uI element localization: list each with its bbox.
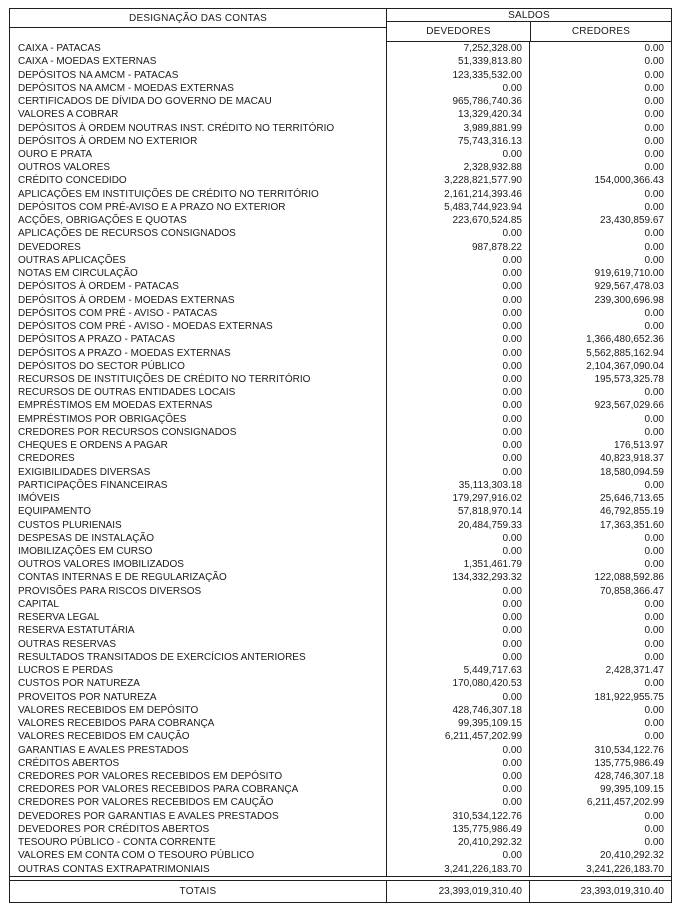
credores-value: 919,619,710.00 — [529, 267, 671, 280]
account-name: DEPÓSITOS A PRAZO - PATACAS — [18, 334, 176, 346]
devedores-value: 0.00 — [386, 293, 529, 306]
credores-value: 0.00 — [529, 201, 671, 214]
credores-value: 25,646,713.65 — [529, 492, 671, 505]
devedores-value: 0.00 — [386, 783, 529, 796]
account-name: RECURSOS DE INSTITUIÇÕES DE CRÉDITO NO TERRITÓRIO — [18, 373, 311, 385]
account-name: OUTROS VALORES IMOBILIZADOS — [18, 559, 184, 571]
credores-value: 0.00 — [529, 307, 671, 320]
devedores-value: 0.00 — [386, 267, 529, 280]
credores-value: 5,562,885,162.94 — [529, 346, 671, 359]
devedores-value: 0.00 — [386, 651, 529, 664]
table-row — [10, 95, 671, 108]
table-row — [10, 466, 671, 479]
credores-value: 195,573,325.78 — [529, 373, 671, 386]
credores-value: 0.00 — [529, 426, 671, 439]
table-row — [10, 386, 671, 399]
account-name: DEPÓSITOS À ORDEM NOUTRAS INST. CRÉDITO NO TERRITÓRIO — [18, 122, 335, 134]
account-name: CAPITAL — [18, 598, 59, 610]
account-name: CAIXA - MOEDAS EXTERNAS — [18, 56, 157, 68]
devedores-value: 223,670,524.85 — [386, 214, 529, 227]
devedores-value: 3,989,881.99 — [386, 121, 529, 134]
account-name: IMOBILIZAÇÕES EM CURSO — [18, 546, 153, 558]
table-row — [10, 796, 671, 809]
credores-value: 428,746,307.18 — [529, 770, 671, 783]
account-name: DEPÓSITOS NA AMCM - PATACAS — [18, 69, 179, 81]
devedores-value: 0.00 — [386, 585, 529, 598]
credores-value: 0.00 — [529, 545, 671, 558]
credores-value: 0.00 — [529, 121, 671, 134]
account-name: PROVEITOS POR NATUREZA — [18, 691, 157, 703]
credores-value: 2,428,371.47 — [529, 664, 671, 677]
credores-value: 1,366,480,652.36 — [529, 333, 671, 346]
devedores-value: 0.00 — [386, 770, 529, 783]
devedores-value: 51,339,813.80 — [386, 55, 529, 68]
credores-value: 0.00 — [529, 624, 671, 637]
devedores-value: 0.00 — [386, 452, 529, 465]
credores-value: 154,000,366.43 — [529, 174, 671, 187]
account-name: CREDORES — [18, 453, 75, 465]
devedores-value: 965,786,740.36 — [386, 95, 529, 108]
table-row — [10, 558, 671, 571]
credores-value: 17,363,351.60 — [529, 518, 671, 531]
devedores-value: 0.00 — [386, 346, 529, 359]
account-name: VALORES A COBRAR — [18, 109, 119, 121]
devedores-value: 0.00 — [386, 386, 529, 399]
totals-credores: 23,393,019,310.40 — [529, 881, 671, 902]
devedores-value: 0.00 — [386, 757, 529, 770]
table-row — [10, 479, 671, 492]
account-name: DEPÓSITOS À ORDEM - MOEDAS EXTERNAS — [18, 294, 235, 306]
devedores-value: 0.00 — [386, 413, 529, 426]
table-header — [10, 9, 671, 42]
credores-value: 0.00 — [529, 730, 671, 743]
account-name: VALORES RECEBIDOS PARA COBRANÇA — [18, 718, 215, 730]
account-name: RECURSOS DE OUTRAS ENTIDADES LOCAIS — [18, 387, 236, 399]
credores-value: 0.00 — [529, 161, 671, 174]
devedores-value: 0.00 — [386, 796, 529, 809]
table-row — [10, 611, 671, 624]
credores-value: 0.00 — [529, 82, 671, 95]
table-row — [10, 849, 671, 862]
devedores-value: 57,818,970.14 — [386, 505, 529, 518]
table-row — [10, 651, 671, 664]
account-name: EXIGIBILIDADES DIVERSAS — [18, 466, 151, 478]
table-row — [10, 399, 671, 412]
account-name: CHEQUES E ORDENS A PAGAR — [18, 440, 168, 452]
credores-value: 2,104,367,090.04 — [529, 360, 671, 373]
devedores-value: 135,775,986.49 — [386, 823, 529, 836]
accounts-table — [9, 8, 672, 903]
account-name: CUSTOS PLURIENAIS — [18, 519, 122, 531]
credores-value: 70,858,366.47 — [529, 585, 671, 598]
credores-value: 0.00 — [529, 227, 671, 240]
devedores-value: 20,410,292.32 — [386, 836, 529, 849]
credores-value: 310,534,122.76 — [529, 743, 671, 756]
devedores-value: 0.00 — [386, 743, 529, 756]
account-name: DEPÓSITOS COM PRÉ - AVISO - PATACAS — [18, 307, 218, 319]
devedores-value: 13,329,420.34 — [386, 108, 529, 121]
credores-value: 46,792,855.19 — [529, 505, 671, 518]
account-name: DEPÓSITOS DO SECTOR PÚBLICO — [18, 360, 185, 372]
devedores-value: 170,080,420.53 — [386, 677, 529, 690]
devedores-value: 2,161,214,393.46 — [386, 188, 529, 201]
account-name: DEVEDORES POR GARANTIAS E AVALES PRESTADOS — [18, 810, 279, 822]
devedores-value: 20,484,759.33 — [386, 518, 529, 531]
account-name: CONTAS INTERNAS E DE REGULARIZAÇÃO — [18, 572, 227, 584]
table-row — [10, 571, 671, 584]
credores-value: 0.00 — [529, 810, 671, 823]
credores-value: 99,395,109.15 — [529, 783, 671, 796]
table-row — [10, 743, 671, 756]
devedores-value: 0.00 — [386, 439, 529, 452]
table-row — [10, 148, 671, 161]
table-row — [10, 452, 671, 465]
devedores-value: 0.00 — [386, 360, 529, 373]
account-name: CREDORES POR VALORES RECEBIDOS EM CAUÇÃO — [18, 797, 274, 809]
table-row — [10, 267, 671, 280]
devedores-value: 0.00 — [386, 227, 529, 240]
saldos-subheaders — [387, 22, 671, 42]
credores-value: 0.00 — [529, 55, 671, 68]
credores-value: 20,410,292.32 — [529, 849, 671, 862]
devedores-value: 0.00 — [386, 426, 529, 439]
devedores-value: 35,113,303.18 — [386, 479, 529, 492]
totals-devedores: 23,393,019,310.40 — [386, 881, 529, 902]
credores-value: 0.00 — [529, 148, 671, 161]
table-row — [10, 135, 671, 148]
devedores-value: 0.00 — [386, 307, 529, 320]
table-row — [10, 439, 671, 452]
account-name: CUSTOS POR NATUREZA — [18, 678, 140, 690]
table-row — [10, 280, 671, 293]
account-name: GARANTIAS E AVALES PRESTADOS — [18, 744, 189, 756]
table-row — [10, 241, 671, 254]
devedores-value: 0.00 — [386, 598, 529, 611]
account-name: CREDORES POR VALORES RECEBIDOS EM DEPÓSITO — [18, 771, 283, 782]
credores-value: 122,088,592.86 — [529, 571, 671, 584]
devedores-value: 134,332,293.32 — [386, 571, 529, 584]
table-row — [10, 360, 671, 373]
account-name: DEPÓSITOS COM PRÉ-AVISO E A PRAZO NO EXTERIOR — [18, 201, 286, 213]
devedores-value: 1,351,461.79 — [386, 558, 529, 571]
credores-value: 0.00 — [529, 638, 671, 651]
devedores-value: 0.00 — [386, 690, 529, 703]
credores-value: 0.00 — [529, 68, 671, 81]
devedores-value: 0.00 — [386, 466, 529, 479]
table-row — [10, 598, 671, 611]
account-name: DESPESAS DE INSTALAÇÃO — [18, 532, 154, 544]
credores-value: 0.00 — [529, 651, 671, 664]
devedores-value: 7,252,328.00 — [386, 42, 529, 55]
account-name: ACÇÕES, OBRIGAÇÕES E QUOTAS — [18, 215, 187, 227]
devedores-value: 0.00 — [386, 373, 529, 386]
account-name: CREDORES POR RECURSOS CONSIGNADOS — [18, 426, 237, 438]
account-name: DEPÓSITOS A PRAZO - MOEDAS EXTERNAS — [18, 347, 231, 359]
table-row — [10, 320, 671, 333]
credores-value: 0.00 — [529, 135, 671, 148]
column-header-designacao: DESIGNAÇÃO DAS CONTAS — [10, 9, 386, 28]
header-designacao-column — [10, 9, 386, 42]
account-name: OUTRAS RESERVAS — [18, 638, 116, 650]
column-header-saldos: SALDOS — [387, 9, 671, 22]
account-name: VALORES EM CONTA COM O TESOURO PÚBLICO — [18, 850, 255, 862]
devedores-value: 0.00 — [386, 280, 529, 293]
account-name: CERTIFICADOS DE DÍVIDA DO GOVERNO DE MACAU — [18, 96, 272, 108]
devedores-value: 0.00 — [386, 333, 529, 346]
account-name: RESULTADOS TRANSITADOS DE EXERCÍCIOS ANTERIORES — [18, 651, 306, 663]
credores-value: 0.00 — [529, 320, 671, 333]
credores-value: 0.00 — [529, 386, 671, 399]
table-row — [10, 757, 671, 770]
devedores-value: 6,211,457,202.99 — [386, 730, 529, 743]
table-row — [10, 624, 671, 637]
account-name: CREDORES POR VALORES RECEBIDOS PARA COBRANÇA — [18, 784, 299, 796]
table-row — [10, 121, 671, 134]
table-row — [10, 690, 671, 703]
table-row — [10, 863, 671, 876]
devedores-value: 5,483,744,923.94 — [386, 201, 529, 214]
table-row — [10, 201, 671, 214]
table-row — [10, 307, 671, 320]
table-row — [10, 373, 671, 386]
credores-value: 0.00 — [529, 532, 671, 545]
credores-value: 0.00 — [529, 823, 671, 836]
devedores-value: 0.00 — [386, 320, 529, 333]
account-name: CRÉDITOS ABERTOS — [18, 757, 120, 769]
credores-value: 0.00 — [529, 611, 671, 624]
credores-value: 181,922,955.75 — [529, 690, 671, 703]
account-name: EMPRÉSTIMOS EM MOEDAS EXTERNAS — [18, 400, 213, 412]
credores-value: 0.00 — [529, 558, 671, 571]
credores-value: 0.00 — [529, 42, 671, 55]
table-row — [10, 82, 671, 95]
devedores-value: 5,449,717.63 — [386, 664, 529, 677]
account-name: DEVEDORES POR CRÉDITOS ABERTOS — [18, 823, 210, 835]
account-name: OUTRAS APLICAÇÕES — [18, 254, 126, 266]
account-name: LUCROS E PERDAS — [18, 665, 114, 677]
table-row — [10, 823, 671, 836]
table-row — [10, 810, 671, 823]
column-header-credores: CREDORES — [530, 22, 671, 41]
table-row — [10, 161, 671, 174]
devedores-value: 428,746,307.18 — [386, 704, 529, 717]
credores-value: 0.00 — [529, 677, 671, 690]
account-name: APLICAÇÕES DE RECURSOS CONSIGNADOS — [18, 228, 236, 240]
credores-value: 0.00 — [529, 241, 671, 254]
account-name: EMPRÉSTIMOS POR OBRIGAÇÕES — [18, 413, 187, 425]
devedores-value: 0.00 — [386, 624, 529, 637]
devedores-value: 123,335,532.00 — [386, 68, 529, 81]
column-header-devedores: DEVEDORES — [426, 26, 491, 37]
table-row — [10, 254, 671, 267]
account-name: DEPÓSITOS NA AMCM - MOEDAS EXTERNAS — [18, 82, 234, 94]
devedores-value: 987,878.22 — [386, 241, 529, 254]
table-row — [10, 730, 671, 743]
devedores-value: 3,241,226,183.70 — [386, 863, 529, 876]
devedores-value: 0.00 — [386, 545, 529, 558]
table-row — [10, 638, 671, 651]
table-row — [10, 188, 671, 201]
table-row — [10, 42, 671, 55]
credores-value: 0.00 — [529, 598, 671, 611]
header-saldos-group — [386, 9, 671, 42]
table-row — [10, 174, 671, 187]
credores-value: 0.00 — [529, 836, 671, 849]
account-name: PROVISÕES PARA RISCOS DIVERSOS — [18, 585, 202, 597]
account-name: TESOURO PÚBLICO - CONTA CORRENTE — [18, 837, 216, 849]
table-row — [10, 704, 671, 717]
devedores-value: 0.00 — [386, 611, 529, 624]
devedores-value: 0.00 — [386, 399, 529, 412]
credores-value: 0.00 — [529, 108, 671, 121]
credores-value: 239,300,696.98 — [529, 293, 671, 306]
devedores-value: 310,534,122.76 — [386, 810, 529, 823]
table-row — [10, 505, 671, 518]
totals-row — [10, 880, 671, 902]
devedores-value: 3,228,821,577.90 — [386, 174, 529, 187]
table-row — [10, 532, 671, 545]
account-name: VALORES RECEBIDOS EM DEPÓSITO — [18, 704, 199, 716]
credores-value: 0.00 — [529, 479, 671, 492]
table-body — [10, 42, 671, 877]
credores-value: 0.00 — [529, 413, 671, 426]
table-row — [10, 783, 671, 796]
credores-value: 0.00 — [529, 254, 671, 267]
totals-label: TOTAIS — [179, 886, 217, 897]
credores-value: 40,823,918.37 — [529, 452, 671, 465]
table-row — [10, 413, 671, 426]
account-name: APLICAÇÕES EM INSTITUIÇÕES DE CRÉDITO NO TERRITÓRIO — [18, 188, 319, 200]
credores-value: 0.00 — [529, 704, 671, 717]
table-row — [10, 346, 671, 359]
account-name: OURO E PRATA — [18, 148, 93, 160]
credores-value: 23,430,859.67 — [529, 214, 671, 227]
table-row — [10, 55, 671, 68]
table-row — [10, 293, 671, 306]
table-row — [10, 214, 671, 227]
table-row — [10, 585, 671, 598]
table-row — [10, 227, 671, 240]
credores-value: 0.00 — [529, 188, 671, 201]
devedores-value: 0.00 — [386, 148, 529, 161]
credores-value: 0.00 — [529, 95, 671, 108]
credores-value: 923,567,029.66 — [529, 399, 671, 412]
credores-value: 176,513.97 — [529, 439, 671, 452]
devedores-value: 179,297,916.02 — [386, 492, 529, 505]
table-row — [10, 518, 671, 531]
account-name: OUTROS VALORES — [18, 162, 111, 174]
devedores-value: 99,395,109.15 — [386, 717, 529, 730]
account-name: EQUIPAMENTO — [18, 506, 91, 518]
credores-value: 6,211,457,202.99 — [529, 796, 671, 809]
devedores-value: 75,743,316.13 — [386, 135, 529, 148]
account-name: CRÉDITO CONCEDIDO — [18, 175, 127, 187]
devedores-value: 0.00 — [386, 82, 529, 95]
devedores-value: 0.00 — [386, 849, 529, 862]
table-row — [10, 677, 671, 690]
table-row — [10, 770, 671, 783]
table-row — [10, 836, 671, 849]
table-row — [10, 717, 671, 730]
devedores-value: 2,328,932.88 — [386, 161, 529, 174]
account-name: CAIXA - PATACAS — [18, 43, 101, 55]
account-name: NOTAS EM CIRCULAÇÃO — [18, 268, 138, 280]
account-name: DEVEDORES — [18, 241, 81, 253]
account-name: DEPÓSITOS COM PRÉ - AVISO - MOEDAS EXTERNAS — [18, 321, 273, 333]
account-name: RESERVA ESTATUTÁRIA — [18, 625, 135, 637]
devedores-value: 0.00 — [386, 638, 529, 651]
devedores-value: 0.00 — [386, 254, 529, 267]
account-name: DEPÓSITOS À ORDEM - PATACAS — [18, 281, 179, 293]
table-row — [10, 545, 671, 558]
credores-value: 135,775,986.49 — [529, 757, 671, 770]
account-name: IMÓVEIS — [18, 493, 60, 505]
account-name: DEPÓSITOS À ORDEM NO EXTERIOR — [18, 135, 198, 147]
account-name: OUTRAS CONTAS EXTRAPATRIMONIAIS — [18, 863, 210, 875]
table-row — [10, 333, 671, 346]
account-name: RESERVA LEGAL — [18, 612, 100, 624]
credores-value: 929,567,478.03 — [529, 280, 671, 293]
table-row — [10, 664, 671, 677]
credores-value: 3,241,226,183.70 — [529, 863, 671, 876]
table-row — [10, 108, 671, 121]
credores-value: 18,580,094.59 — [529, 466, 671, 479]
credores-value: 0.00 — [529, 717, 671, 730]
account-name: PARTICIPAÇÕES FINANCEIRAS — [18, 479, 168, 491]
table-row — [10, 68, 671, 81]
table-row — [10, 492, 671, 505]
table-row — [10, 426, 671, 439]
account-name: VALORES RECEBIDOS EM CAUÇÃO — [18, 731, 190, 743]
devedores-value: 0.00 — [386, 532, 529, 545]
